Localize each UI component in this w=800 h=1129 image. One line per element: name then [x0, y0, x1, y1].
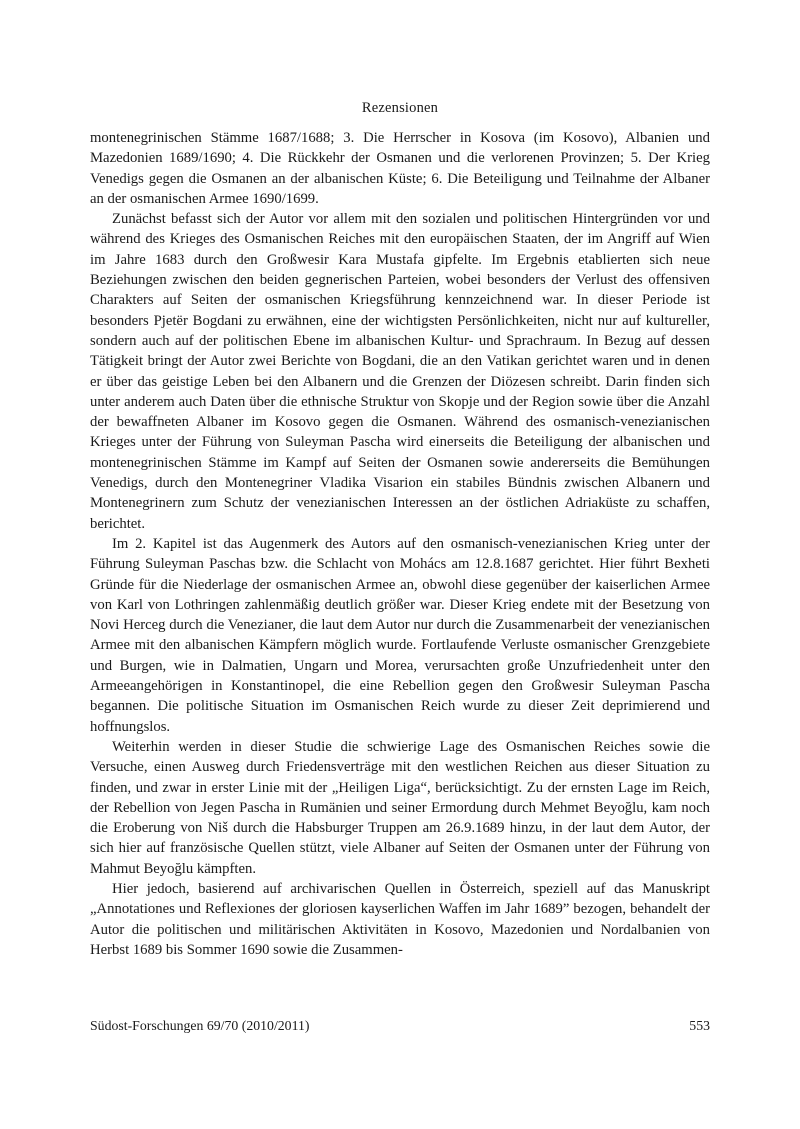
page-footer	[90, 1018, 710, 1034]
paragraph: Im 2. Kapitel ist das Augenmerk des Autors auf den osmanisch-venezianischen Krieg unter der Führung Suleyman Paschas bzw. die Schlacht von Mohács am 12.8.1687 gerichtet. Hier führt Bexheti Gründe für die Niederlage der osmanischen Armee an, obwohl diese gegenüber der kaiserlichen Armee von Karl von Lothringen zahlenmäßig deutlich größer war. Dieser Krieg endete mit der Besetzung von Novi Herceg durch die Venezianer, die laut dem Autor nur durch die Zusammenarbeit der venezianischen Armee mit den albanischen Kämpfern möglich wurde. Fortlaufende Verluste osmanischer Grenzgebiete und Burgen, wie in Dalmatien, Ungarn und Morea, verursachten große Unzufriedenheit unter den Armeeangehörigen in Konstantinopel, die eine Rebellion gegen den Großwesir Suleyman Pascha begannen. Die politische Situation im Osmanischen Reich wurde zu dieser Zeit deprimierend und hoffnungslos.	[90, 535, 710, 735]
paragraph-continued: montenegrinischen Stämme 1687/1688; 3. Die Herrscher in Kosova (im Kosovo), Albanien und Mazedonien 1689/1690; 4. Die Rückkehr der Osmanen und die verlorenen Provinzen; 5. Der Krieg Venedigs gegen die Osmanen an der albanischen Küste; 6. Die Beteiligung und Teilnahme der Albaner an der osmanischen Armee 1690/1699.	[90, 130, 710, 207]
running-head: Rezensionen	[361, 100, 439, 116]
paragraph: Weiterhin werden in dieser Studie die schwierige Lage des Osmanischen Reiches sowie die Versuche, einen Ausweg durch Friedensverträge mit den westlichen Reichen aus dieser Situation zu finden, und zwar in erster Linie mit der „Heiligen Liga“, berücksichtigt. Zu der ernsten Lage im Reich, der Rebellion von Jegen Pascha in Rumänien und seiner Ermordung durch Mehmet Beyoğlu, kam noch die Eroberung von Niš durch die Habsburger Truppen am 26.9.1689 hinzu, in der laut dem Autor, der sich hier auf französische Quellen stützt, viele Albaner auf Seiten der Osmanen unter der Führung von Mahmut Beyoğlu kämpften.	[90, 738, 710, 877]
page-number: 553	[689, 1018, 710, 1033]
body-text	[90, 128, 710, 960]
journal-citation: Südost-Forschungen 69/70 (2010/2011)	[90, 1018, 310, 1033]
paragraph: Zunächst befasst sich der Autor vor allem mit den sozialen und politischen Hintergründen vor und während des Krieges des Osmanischen Reiches mit den europäischen Staaten, der im Angriff auf Wien im Jahre 1683 durch den Großwesir Kara Mustafa gipfelte. Im Ergebnis etablierten sich neue Beziehungen zwischen den beiden gegnerischen Parteien, wobei besonders der Verlust des offensiven Charakters auf Seiten der osmanischen Kriegsführung kennzeichnend war. In dieser Periode ist besonders Pjetër Bogdani zu erwähnen, eine der wichtigsten Persönlichkeiten, nicht nur auf kultureller, sondern auch auf der politischen Ebene im albanischen Kultur- und Sprachraum. In Bezug auf dessen Tätigkeit bringt der Autor zwei Berichte von Bogdani, die an den Vatikan gerichtet waren und in denen er über das geistige Leben bei den Albanern und die Grenzen der Diözesen schreibt. Darin finden sich unter anderem auch Daten über die ethnische Struktur von Skopje und der Region sowie über die Anzahl der bewaffneten Albaner im Kosovo gegen die Osmanen. Während des osmanisch-venezianischen Krieges unter der Führung von Suleyman Pascha wird einerseits die Beteiligung der albanischen und montenegrinischen Stämme im Kampf auf Seiten der Osmanen sowie andererseits die Bemühungen Venedigs, durch den Montenegriner Vladika Visarion ein stabiles Bündnis zwischen Albanern und Montenegrinern zum Schutz der venezianischen Interessen an der östlichen Adriaküste zu schaffen, berichtet.	[90, 211, 710, 532]
paragraph: Hier jedoch, basierend auf archivarischen Quellen in Österreich, speziell auf das Manuskript „Annotationes und Reflexiones der gloriosen kayserlichen Waffen im Jahr 1689” bezogen, behandelt der Autor die politischen und militärischen Aktivitäten in Kosovo, Mazedonien und Nordalbanien von Herbst 1689 bis Sommer 1690 sowie die Zusammen-	[90, 880, 710, 958]
